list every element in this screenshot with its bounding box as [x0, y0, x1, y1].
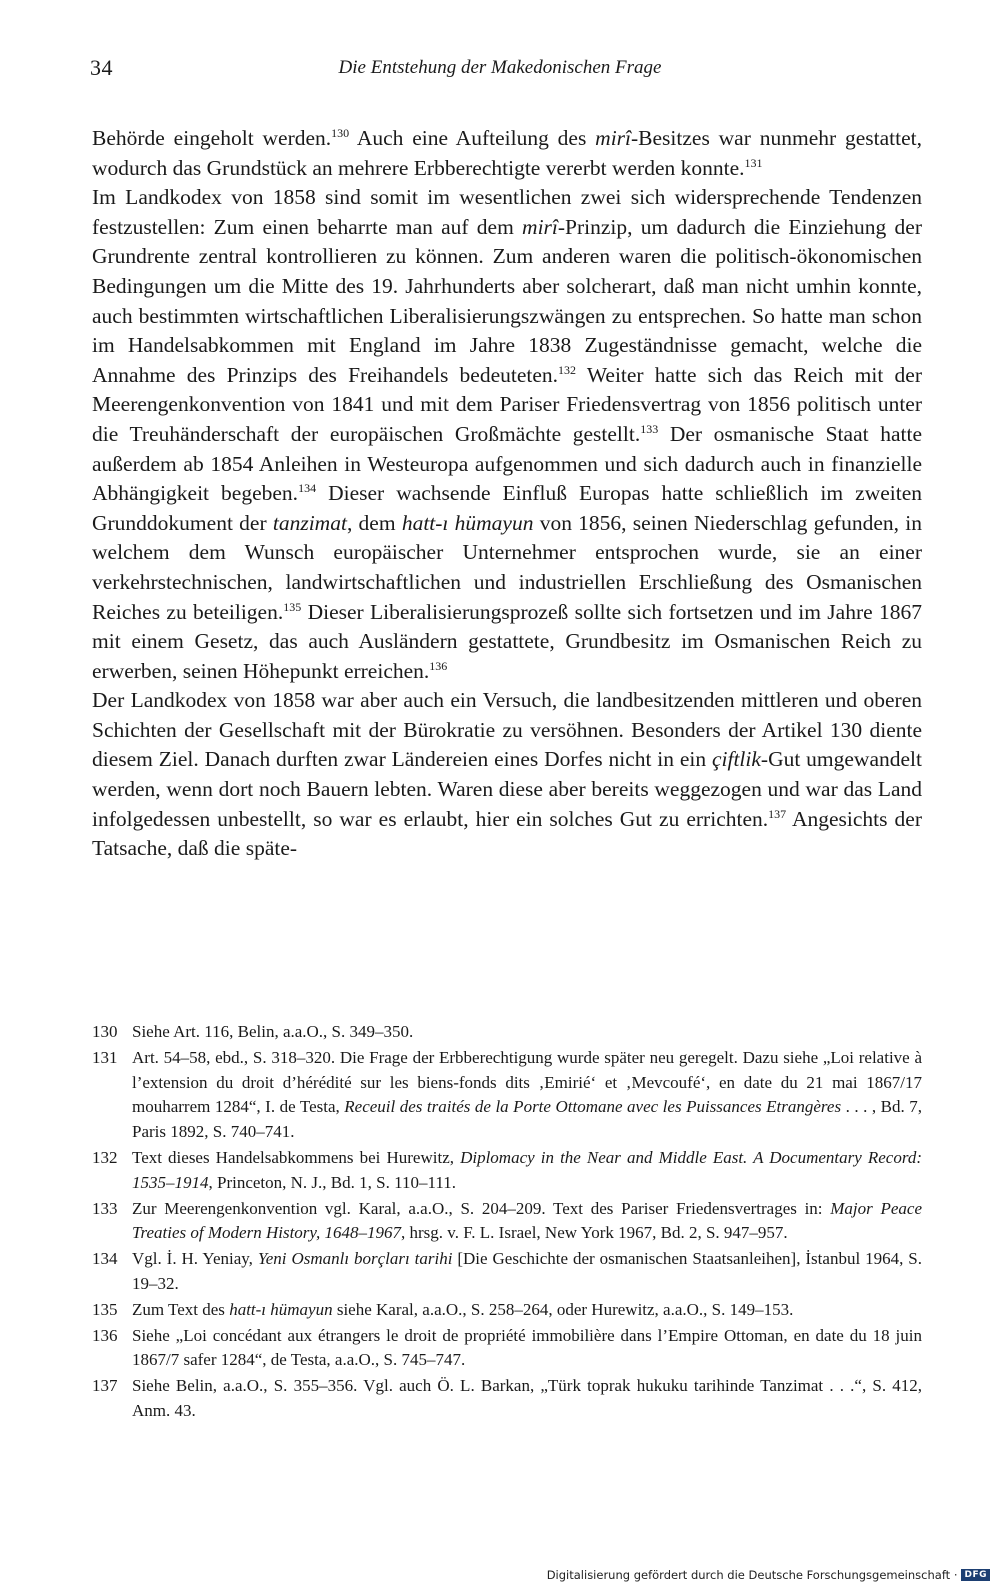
paragraph-2: [92, 183, 922, 686]
footnotes: [92, 1020, 922, 1425]
italic-term: çiftlik: [711, 747, 761, 772]
text-run: Auch eine Aufteilung des: [349, 126, 596, 150]
footnote-text: [132, 1247, 922, 1297]
text-run: [Die Geschichte der osmanischen Staatsanleihen], İstanbul 1964, S. 19–32.: [132, 1249, 922, 1293]
page-number: 34: [90, 55, 113, 80]
digitization-credit: [547, 1568, 990, 1582]
footnote-number: 130: [92, 1022, 118, 1041]
footnote-text: [132, 1146, 922, 1196]
footnote-135: [92, 1298, 922, 1323]
italic-term: tanzimat: [272, 510, 347, 535]
text-run: Angesichts der Tatsache, daß die späte-: [92, 806, 923, 861]
text-run: . . . , Bd. 7, Paris 1892, S. 740–741.: [132, 1097, 922, 1142]
running-title: Die Entstehung der Makedonischen Frage: [338, 57, 662, 78]
italic-term: hatt-ı hümayun: [401, 510, 534, 535]
italic-term: mirî: [595, 126, 632, 150]
text-run: -Prinzip, um dadurch die Einziehung der Grundrente zentral kontrollieren zu können. Zum anderen waren die politisch-ökonomischen Bedingungen um die Mitte des 19. Jahrhunderts aber solcherart, daß man nicht umhin konnte, auch bestimmten wirtschaftlichen Liberalisierungszwängen zu entsprechen. So hatte man schon im Handelsabkommen mit England im Jahre 1838 Zugeständnisse gemacht, welche die Annahme des Prinzips des Freihandels bedeuteten.: [92, 214, 922, 387]
footnote-133: [92, 1197, 922, 1247]
dfg-logo-icon: DFG: [961, 1569, 990, 1581]
text-run: -Gut umgewandelt werden, wenn dort noch Bauern lebten. Waren diese aber bereits weggezogen und war das Land infolgedessen unbestellt, so war es erlaubt, hier ein solches Gut zu errichten.: [92, 747, 922, 831]
footnote-text: Siehe Art. 116, Belin, a.a.O., S. 349–350.: [132, 1022, 414, 1041]
text-run: Text dieses Handelsabkommens bei Hurewitz,: [132, 1147, 461, 1167]
footnote-number: 134: [92, 1249, 118, 1269]
footnote-ref: 133: [640, 421, 659, 436]
text-run: Zum Text des: [132, 1299, 230, 1319]
footnote-text: [132, 1046, 922, 1145]
text-run: Behörde eingeholt werden.: [92, 126, 332, 150]
italic-title: Yeni Osmanlı borçları tarihi: [257, 1249, 453, 1269]
footnote-number: 135: [92, 1299, 118, 1319]
footnote-134: [92, 1247, 922, 1297]
text-run: von 1856, seinen Niederschlag gefunden, in welchem dem Wunsch europäischer Unternehmer entsprochen wurde, sie an einer verkehrstechnischen, landwirtschaftlichen und industriellen Erschließung des Osmanischen Reiches zu beteiligen.: [92, 510, 922, 624]
text-run: Der Landkodex von 1858 war aber auch ein Versuch, die landbesitzenden mittleren und oberen Schichten der Gesellschaft mit der Bürokratie zu versöhnen. Besonders der Artikel 130 diente diesem Ziel. Danach durften zwar Ländereien eines Dorfes nicht in ein: [92, 688, 922, 772]
text-run: Dieser wachsende Einfluß Europas hatte schließlich im zweiten Grunddokument der: [92, 481, 922, 535]
italic-title: hatt-ı hümayun: [229, 1299, 333, 1319]
text-run: , Princeton, N. J., Bd. 1, S. 110–111.: [208, 1172, 456, 1192]
footnote-ref: 132: [558, 362, 577, 377]
text-run: -Besitzes war nunmehr gestattet, wodurch das Grundstück an mehrere Erbberechtigte vererbt werden konnte.: [92, 126, 922, 180]
footnote-text: [132, 1197, 922, 1247]
footnote-number: 132: [92, 1147, 118, 1167]
italic-term: mirî: [522, 214, 558, 239]
footnote-137: [92, 1374, 922, 1424]
text-run: Der osmanische Staat hatte außerdem ab 1854 Anleihen in Westeuropa aufgenommen und sich dadurch auch in finanzielle Abhängigkeit begeben.: [92, 421, 922, 506]
footnote-132: [92, 1146, 922, 1196]
text-run: Art. 54–58, ebd., S. 318–320. Die Frage der Erbberechtigung wurde später neu geregelt. Dazu siehe „Loi relative à l’extension du droit d’hérédité sur les biens-fonds dits ‚Emirié‘ et ‚Mevcoufé‘, en date du 21 mai 1867/17 mouharrem 1284“, I. de Testa,: [132, 1047, 922, 1117]
italic-title: Major Peace Treaties of Modern History, 1648–1967: [132, 1198, 922, 1243]
text-run: , dem: [346, 510, 402, 535]
text-run: siehe Karal, a.a.O., S. 258–264, oder Hurewitz, a.a.O., S. 149–153.: [332, 1299, 794, 1319]
footnote-ref: 130: [331, 126, 350, 140]
text-run: Dieser Liberalisierungsprozeß sollte sich fortsetzen und im Jahre 1867 mit einem Gesetz, das auch Ausländern gestattete, Grundbesitz im Osmanischen Reich zu erwerben, seinen Höhepunkt erreichen.: [92, 599, 923, 683]
text-run: Weiter hatte sich das Reich mit der Meerengenkonvention von 1841 und mit dem Pariser Friedensvertrag von 1856 politisch unter die Treuhänderschaft der europäischen Großmächte gestellt.: [92, 362, 922, 446]
credit-text: Digitalisierung gefördert durch die Deutsche Forschungsgemeinschaft ·: [546, 1568, 958, 1582]
footnote-number: 137: [92, 1376, 118, 1396]
footnote-text: Siehe Belin, a.a.O., S. 355–356. Vgl. auch Ö. L. Barkan, „Türk toprak hukuku tarihinde Tanzimat . . .“, S. 412, Anm. 43.: [132, 1376, 922, 1420]
footnote-ref: 131: [744, 155, 763, 170]
text-run: , hrsg. v. F. L. Israel, New York 1967, Bd. 2, S. 947–957.: [401, 1223, 788, 1243]
footnote-ref: 137: [768, 806, 787, 821]
italic-title: Receuil des traités de la Porte Ottomane avec les Puissances Etrangères: [344, 1097, 842, 1117]
footnote-130: [92, 1020, 922, 1045]
footnote-ref: 134: [298, 481, 317, 496]
footnote-136: [92, 1324, 922, 1374]
text-run: Zur Meerengenkonvention vgl. Karal, a.a.O., S. 204–209. Text des Pariser Friedensvertrages in:: [132, 1198, 831, 1218]
footnote-number: 133: [92, 1198, 118, 1218]
footnote-number: 131: [92, 1047, 118, 1067]
footnote-ref: 135: [283, 599, 302, 614]
paragraph-1: [92, 124, 922, 183]
footnote-number: 136: [92, 1325, 118, 1345]
footnote-text: [132, 1298, 922, 1323]
text-run: Im Landkodex von 1858 sind somit im wesentlichen zwei sich widersprechende Tendenzen festzustellen: Zum einen beharrte man auf dem: [92, 185, 922, 239]
footnote-ref: 136: [429, 658, 448, 673]
text-run: Vgl. İ. H. Yeniay,: [132, 1249, 258, 1269]
footnote-text: Siehe „Loi concédant aux étrangers le droit de propriété immobilière dans l’Empire Ottoman, en date du 18 juin 1867/7 safer 1284“, de Testa, a.a.O., S. 745–747.: [132, 1325, 922, 1370]
body-text: [92, 124, 922, 864]
paragraph-3: [92, 686, 922, 864]
italic-title: Diplomacy in the Near and Middle East. A Documentary Record: 1535–1914: [132, 1147, 922, 1192]
footnote-131: [92, 1046, 922, 1145]
